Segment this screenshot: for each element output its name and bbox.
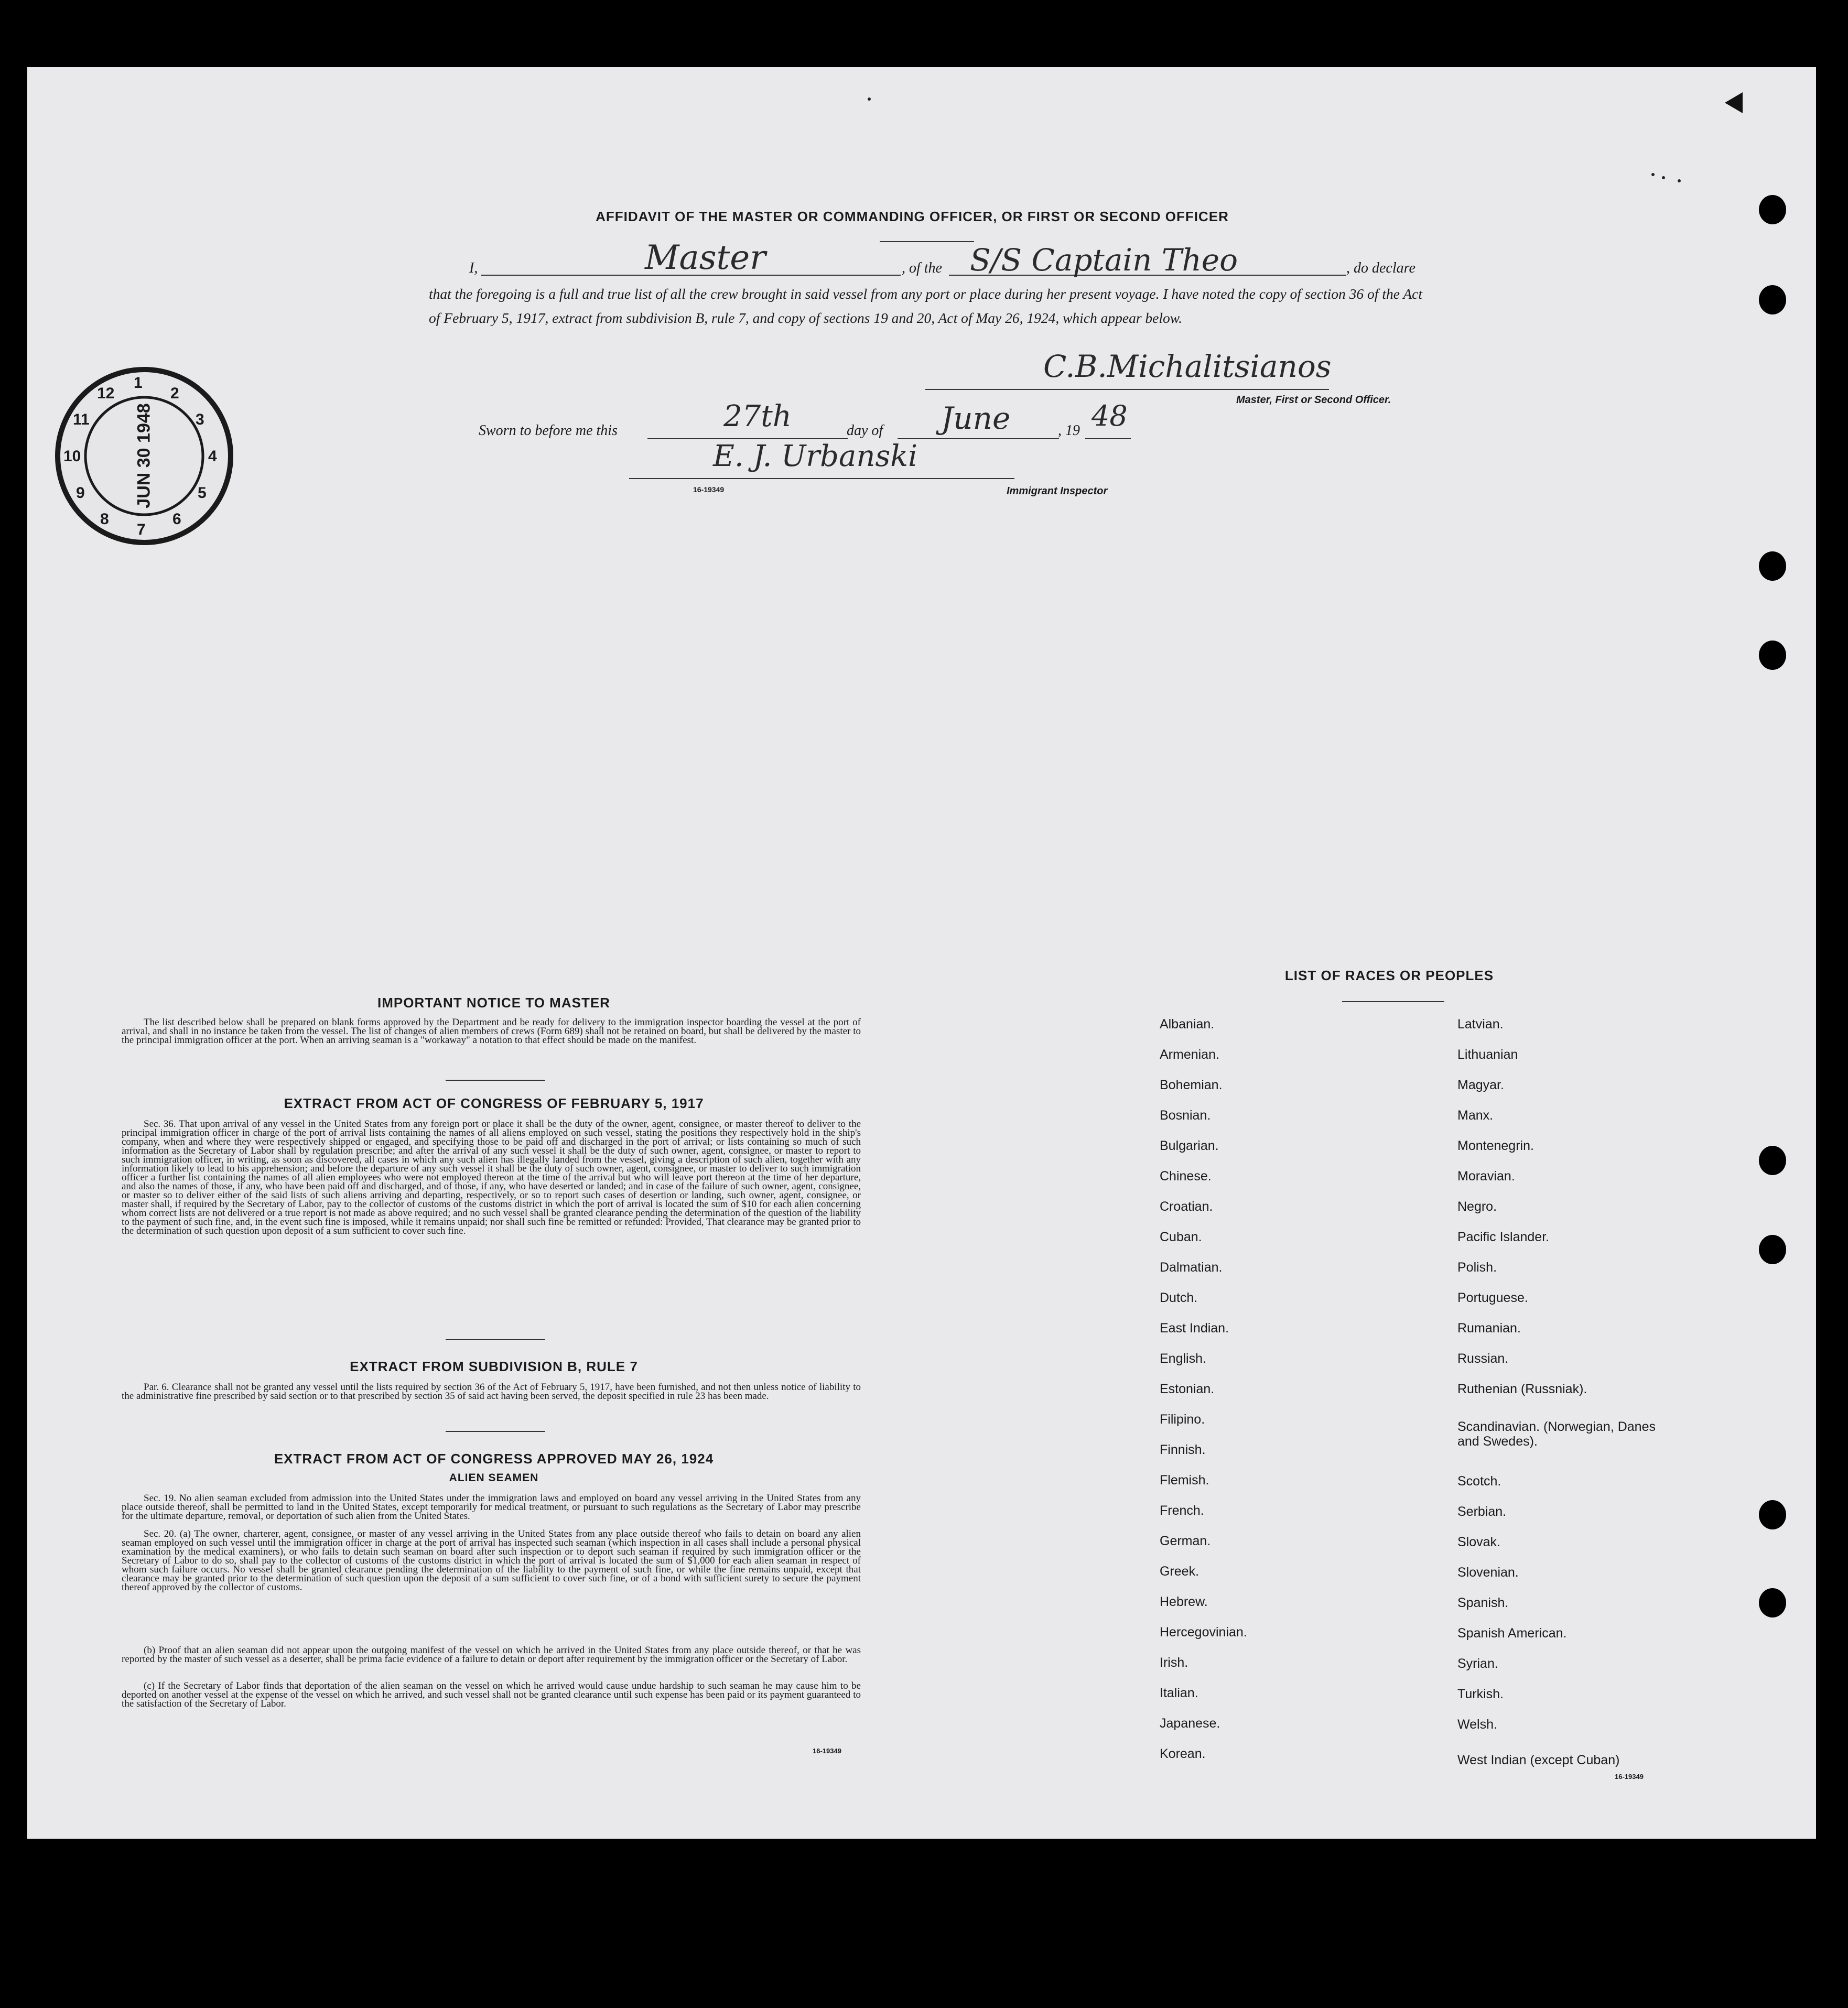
name-handwritten: Master xyxy=(645,238,766,277)
race-item: Cuban. xyxy=(1160,1230,1202,1244)
race-item: Ruthenian (Russniak). xyxy=(1457,1382,1587,1396)
race-item: Albanian. xyxy=(1160,1017,1215,1032)
extract-1924-subtitle: ALIEN SEAMEN xyxy=(449,1472,539,1484)
race-item: Rumanian. xyxy=(1457,1321,1521,1336)
stamp-number: 4 xyxy=(208,448,217,465)
day-of-label: day of xyxy=(847,422,883,439)
race-item: Hercegovinian. xyxy=(1160,1625,1247,1640)
sec20c-body: (c) If the Secretary of Labor finds that deportation of the alien seaman on the vessel on which he arrived would cause undue hardship to such seaman he may cause him to be deported on another vessel at the expense of the vessel on which he arrived, and such vessel shall not be granted clearance until such expense has been paid or its payment guaranteed to the satisfaction of the Secretary of Labor. xyxy=(122,1680,861,1709)
race-item: Irish. xyxy=(1160,1655,1188,1670)
race-item: Moravian. xyxy=(1457,1169,1515,1184)
race-item: Montenegrin. xyxy=(1457,1138,1534,1153)
race-item: Armenian. xyxy=(1160,1047,1219,1062)
races-title: LIST OF RACES OR PEOPLES xyxy=(1284,968,1494,983)
race-item: Bulgarian. xyxy=(1160,1138,1219,1153)
speck xyxy=(1678,179,1681,182)
stamp-number: 5 xyxy=(198,484,207,502)
year-handwritten: 48 xyxy=(1091,399,1128,432)
year-prefix: , 19 xyxy=(1058,422,1080,439)
notice-title: IMPORTANT NOTICE TO MASTER xyxy=(377,995,610,1011)
race-item: Lithuanian xyxy=(1457,1047,1518,1062)
section-divider xyxy=(446,1080,545,1081)
date-stamp xyxy=(55,367,233,545)
race-item: Greek. xyxy=(1160,1564,1199,1579)
binder-hole xyxy=(1759,641,1786,670)
affidavit-form-number: 16-19349 xyxy=(693,485,725,494)
race-item: Russian. xyxy=(1457,1351,1509,1366)
race-item: Chinese. xyxy=(1160,1169,1212,1184)
race-item: West Indian (except Cuban) xyxy=(1457,1753,1620,1767)
race-item: Turkish. xyxy=(1457,1687,1504,1701)
year-line xyxy=(1085,438,1131,439)
race-item: East Indian. xyxy=(1160,1321,1229,1336)
races-divider xyxy=(1342,1001,1444,1002)
of-the-label: , of the xyxy=(902,260,942,276)
speck xyxy=(1651,173,1655,176)
race-item: Dutch. xyxy=(1160,1290,1198,1305)
stamp-number: 7 xyxy=(137,521,146,538)
race-item: Dalmatian. xyxy=(1160,1260,1223,1275)
stamp-number: 6 xyxy=(172,511,181,528)
race-item: Negro. xyxy=(1457,1199,1497,1214)
month-line xyxy=(898,438,1059,439)
race-item: Serbian. xyxy=(1457,1504,1507,1519)
stamp-number: 3 xyxy=(196,411,204,428)
sec20a-body: Sec. 20. (a) The owner, charterer, agent, consignee, or master of any vessel arriving in the United States from any place outside thereof who fails to detain on board any alien seaman employed on such vessel until the immigration officer in charge at the port of arrival has inspected such seaman (which inspection in all cases shall include a personal physical examination by the medical examiners), or who fails to detain such seaman on board after such inspection or to deport such seaman if required by such immigration officer or the Secretary of Labor to do so, shall pay to the collector of customs of the customs district in which the port of arrival is located the sum of $1,000 for each alien seaman in respect of whom such failure occurs. No vessel shall be granted clearance pending the determination of the liability to the payment of such fine, or while the fine remains unpaid, except that clearance may be granted prior to the determination of such question upon the deposit of a sum sufficient to cover such fine, or of a bond with sufficient surety to secure the payment thereof approved by the collector of customs. xyxy=(122,1528,861,1593)
race-item: Polish. xyxy=(1457,1260,1497,1275)
signature-caption: Master, First or Second Officer. xyxy=(1236,394,1391,406)
race-item: Pacific Islander. xyxy=(1457,1230,1550,1244)
race-item: Bohemian. xyxy=(1160,1078,1223,1092)
race-item: Manx. xyxy=(1457,1108,1494,1123)
race-item: Croatian. xyxy=(1160,1199,1213,1214)
sworn-label: Sworn to before me this xyxy=(479,422,618,439)
title-divider xyxy=(880,241,974,242)
stamp-number: 2 xyxy=(170,385,179,402)
notice-body: The list described below shall be prepared on blank forms approved by the Department and be ready for delivery to the immigration inspector boarding the vessel at the port of arrival, and shall in no instance be taken from the vessel. The list of changes of alien members of crews (Form 689) shall not be retained on board, but shall be delivered by the master to the principal immigration officer at the port. When an arriving seaman is a "workaway" a notation to that effect should be made on the manifest. xyxy=(122,1017,861,1046)
stamp-number: 1 xyxy=(134,374,143,392)
race-item: Latvian. xyxy=(1457,1017,1504,1032)
inspector-signature: E. J. Urbanski xyxy=(713,439,918,473)
i-label: I, xyxy=(469,260,478,276)
binder-hole xyxy=(1759,551,1786,581)
section-divider xyxy=(446,1339,545,1340)
race-item: French. xyxy=(1160,1503,1204,1518)
sec19-body: Sec. 19. No alien seaman excluded from admission into the United States under the immigration laws and employed on board any vessel arriving in the United States from any place outside thereof, shall be permitted to land in the United States, except temporarily for medical treatment, or pursuant to such regulations as the Secretary of Labor may prescribe for the ultimate departure, removal, or deportation of such alien from the United States. xyxy=(122,1493,861,1522)
race-item: Magyar. xyxy=(1457,1078,1504,1092)
race-item: Spanish. xyxy=(1457,1595,1509,1610)
race-item: Spanish American. xyxy=(1457,1626,1567,1641)
stamp-number: 12 xyxy=(97,385,115,402)
speck xyxy=(868,97,871,101)
race-item: Flemish. xyxy=(1160,1473,1209,1488)
speck xyxy=(1662,176,1665,179)
sec20b-body: (b) Proof that an alien seaman did not appear upon the outgoing manifest of the vessel on which he arrived in the United States from any place outside thereof, or that he was reported by the master of such vessel as a deserter, shall be prima facie evidence of a failure to detain or deport after requirement by the immigration officer or the Secretary of Labor. xyxy=(122,1645,861,1665)
race-item: Welsh. xyxy=(1457,1717,1497,1732)
stamp-number: 11 xyxy=(73,411,90,428)
extract-1924-title: EXTRACT FROM ACT OF CONGRESS APPROVED MAY 26, 1924 xyxy=(274,1451,714,1467)
affidavit-title: AFFIDAVIT OF THE MASTER OR COMMANDING OFFICER, OR FIRST OR SECOND OFFICER xyxy=(596,209,1229,224)
race-item: Slovenian. xyxy=(1457,1565,1519,1580)
race-item: Estonian. xyxy=(1160,1382,1215,1396)
stamp-number: 8 xyxy=(100,511,109,528)
vessel-handwritten: S/S Captain Theo xyxy=(970,242,1238,278)
month-handwritten: June xyxy=(941,400,1011,436)
race-item: Korean. xyxy=(1160,1746,1206,1761)
binder-hole xyxy=(1759,1500,1786,1529)
races-form-number: 16-19349 xyxy=(1615,1773,1644,1781)
race-item: English. xyxy=(1160,1351,1206,1366)
race-item: Finnish. xyxy=(1160,1442,1206,1457)
binder-hole xyxy=(1759,1235,1786,1264)
race-item: Italian. xyxy=(1160,1686,1198,1700)
extract-1917-title: EXTRACT FROM ACT OF CONGRESS OF FEBRUARY 5, 1917 xyxy=(284,1095,704,1111)
race-item: Filipino. xyxy=(1160,1412,1205,1427)
do-declare-label: , do declare xyxy=(1346,260,1415,276)
extract-1917-body: Sec. 36. That upon arrival of any vessel in the United States from any foreign port or place it shall be the duty of the owner, agent, consignee, or master thereof to deliver to the principal immigration officer in charge of the port of arrival lists containing the names of all aliens employed on such vessel, stating the positions they respectively hold in the ship's company, when and where they were respectively shipped or engaged, and specifying those to be paid off and discharged in the port of arrival; or lists containing so much of such information as the Secretary of Labor shall by regulation prescribe; and after the arrival of any such vessel it shall be the duty of such owner, agent, consignee, or master to report to such immigration officer, in writing, as soon as discovered, all cases in which any such alien has illegally landed from the vessel, giving a description of such alien, together with any information likely to lead to his apprehension; and before the departure of any such vessel it shall be the duty of such owner, agent, consignee, or master to deliver to such immigration officer a further list containing the names of all alien employees who were not employed thereon at the time of the arrival but who will leave port thereon at the time of her departure, and also the names of those, if any, who have been paid off and discharged, and of those, if any, who have deserted or landed; and in case of the failure of such owner, agent, consignee, or master so to deliver either of the said lists of such aliens arriving and departing, respectively, or so to report such cases of desertion or landing, such owner, agent, consignee, or master shall, if required by the Secretary of Labor, pay to the collector of customs of the customs district in which the port of arrival is located the sum of $10 for each alien concerning whom correct lists are not delivered or a true report is not made as above required; and no such vessel shall be granted clearance pending the determination of the question of the liability to the payment of such fine, and, in the event such fine is imposed, while it remains unpaid; nor shall such fine be remitted or refunded: Provided, That clearance may be granted prior to the determination of such question upon deposit of a sum sufficient to cover such fine. xyxy=(122,1119,861,1236)
day-handwritten: 27th xyxy=(723,399,792,433)
race-item: Bosnian. xyxy=(1160,1108,1211,1123)
stamp-number: 10 xyxy=(63,448,81,465)
race-item: Scotch. xyxy=(1457,1474,1501,1489)
rule7-title: EXTRACT FROM SUBDIVISION B, RULE 7 xyxy=(350,1359,638,1374)
binder-hole xyxy=(1759,1146,1786,1175)
inspector-caption: Immigrant Inspector xyxy=(1007,485,1108,497)
race-item: Hebrew. xyxy=(1160,1594,1208,1609)
corner-mark xyxy=(1725,92,1743,113)
stamp-date: JUN 30 1948 xyxy=(134,403,154,508)
notice-form-number: 16-19349 xyxy=(813,1747,841,1755)
inspector-line xyxy=(629,478,1014,479)
binder-hole xyxy=(1759,285,1786,314)
affidavit-body: that the foregoing is a full and true list of all the crew brought in said vessel from any port or place during her present voyage. I have noted the copy of section 36 of the Act of February 5, 1917, extract from subdivision B, rule 7, and copy of sections 19 and 20, Act of May 26, 1924, which appear below. xyxy=(429,286,1422,326)
race-item: Scandinavian. (Norwegian, Danes and Swedes). xyxy=(1457,1419,1656,1449)
race-item: Syrian. xyxy=(1457,1656,1498,1671)
rule7-body: Par. 6. Clearance shall not be granted any vessel until the lists required by section 36 of the Act of February 5, 1917, have been furnished, and not then unless notice of liability to the administrative fine prescribed by said section or to that prescribed by section 35 of said act having been served, the deposit specified in rule 23 has been made. xyxy=(122,1382,861,1402)
stamp-number: 9 xyxy=(76,484,85,502)
section-divider xyxy=(446,1431,545,1432)
master-signature: C.B.Michalitsianos xyxy=(1043,349,1332,384)
race-item: Slovak. xyxy=(1457,1535,1500,1549)
binder-hole xyxy=(1759,1588,1786,1618)
race-item: Portuguese. xyxy=(1457,1290,1528,1305)
signature-line xyxy=(925,389,1329,390)
race-item: German. xyxy=(1160,1534,1211,1548)
race-item: Japanese. xyxy=(1160,1716,1220,1731)
binder-hole xyxy=(1759,195,1786,224)
